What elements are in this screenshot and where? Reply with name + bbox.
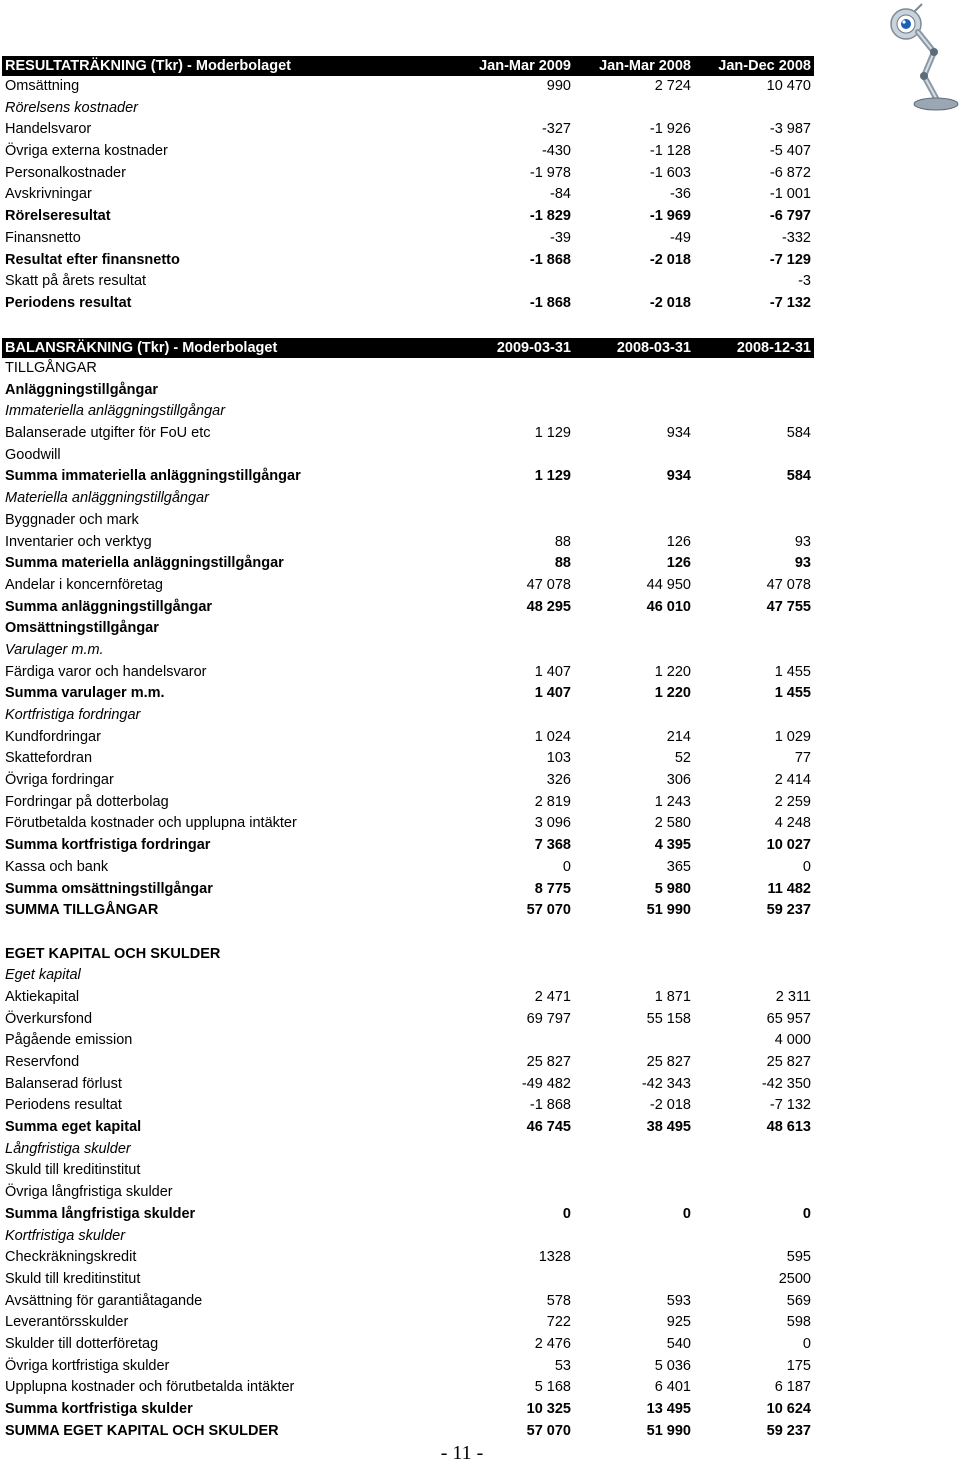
value-col-2: -1 128	[649, 143, 691, 160]
value-col-2: 365	[666, 858, 691, 875]
table-row	[2, 1334, 814, 1356]
value-col-2: 13 495	[646, 1401, 691, 1417]
value-col-1: -1 868	[529, 294, 571, 311]
value-col-3: -7 129	[769, 251, 811, 268]
table-row	[2, 1139, 814, 1161]
row-label: Varulager m.m.	[5, 641, 104, 658]
value-col-3: -6 872	[769, 164, 811, 181]
value-col-1: -430	[541, 143, 571, 160]
value-col-1: 7 368	[534, 837, 571, 854]
row-label: Anläggningstillgångar	[5, 381, 159, 398]
value-col-3: 59 237	[766, 1422, 811, 1439]
value-col-1: 1 024	[534, 728, 571, 745]
table-row	[2, 423, 814, 445]
row-label: EGET KAPITAL OCH SKULDER	[5, 945, 221, 962]
value-col-2: 46 010	[646, 598, 691, 615]
value-col-1: 1 129	[534, 425, 571, 442]
value-col-1: 8 775	[534, 880, 571, 897]
value-col-2: 1 243	[654, 793, 691, 810]
row-label: Leverantörsskulder	[5, 1314, 129, 1331]
table-row	[2, 206, 814, 228]
table-row	[2, 1052, 814, 1074]
row-label: Kundfordringar	[5, 728, 101, 745]
row-label: Avsättning för garantiåtagande	[5, 1292, 203, 1309]
value-col-2: 540	[666, 1335, 691, 1352]
value-col-1: 46 745	[526, 1119, 571, 1136]
balance-sheet-table	[2, 338, 814, 1442]
row-label: Övriga kortfristiga skulder	[5, 1357, 170, 1374]
value-col-1: 1 407	[534, 663, 571, 680]
row-label: Skuld till kreditinstitut	[5, 1270, 141, 1287]
value-col-3: 2008-12-31	[736, 340, 811, 356]
value-col-2: 2 580	[654, 815, 691, 832]
value-col-1: -1 868	[529, 1097, 571, 1114]
value-col-1: 3 096	[534, 815, 571, 832]
value-col-2: 38 495	[646, 1119, 691, 1136]
value-col-2: 1 220	[654, 663, 691, 680]
row-label: Fordringar på dotterbolag	[5, 793, 169, 810]
table-row	[2, 835, 814, 857]
table-row	[2, 1247, 814, 1269]
value-col-2: 2008-03-31	[616, 340, 691, 356]
value-col-3: 2 414	[774, 772, 811, 789]
row-label: Summa långfristiga skulder	[5, 1205, 196, 1222]
value-col-2: 44 950	[646, 576, 691, 593]
row-label: Summa eget kapital	[5, 1119, 142, 1136]
value-col-1: -39	[550, 229, 571, 246]
value-col-2: 25 827	[646, 1054, 691, 1070]
value-col-3: 25 827	[766, 1054, 811, 1070]
value-col-2: 925	[666, 1314, 691, 1331]
value-col-1: 2 476	[534, 1335, 571, 1352]
table-row	[2, 532, 814, 554]
row-label: Rörelsens kostnader	[5, 99, 138, 116]
row-label: Personalkostnader	[5, 164, 126, 181]
table-row	[2, 1226, 814, 1248]
row-label: Skuld till kreditinstitut	[5, 1162, 141, 1179]
value-col-3: 175	[786, 1357, 811, 1374]
table-row	[2, 466, 814, 488]
table-row	[2, 640, 814, 662]
value-col-1: 25 827	[526, 1054, 571, 1070]
row-label: SUMMA EGET KAPITAL OCH SKULDER	[5, 1422, 279, 1439]
value-col-2: 5 980	[654, 880, 691, 897]
income-statement-table	[2, 56, 814, 315]
value-col-1: 990	[546, 78, 571, 94]
value-col-2: -2 018	[649, 1097, 691, 1114]
table-row	[2, 662, 814, 684]
value-col-3: 1 455	[774, 663, 811, 680]
row-label: Summa materiella anläggningstillgångar	[5, 555, 284, 572]
row-label: Balanserad förlust	[5, 1075, 122, 1092]
value-col-1: 10 325	[526, 1401, 571, 1417]
value-col-1: 2 819	[534, 793, 571, 810]
value-col-2: -2 018	[649, 294, 691, 311]
value-col-1: -84	[550, 186, 571, 203]
value-col-3: -7 132	[769, 1097, 811, 1114]
value-col-2: -1 926	[649, 121, 691, 138]
value-col-3: 93	[794, 533, 811, 550]
value-col-3: 4 000	[774, 1032, 811, 1049]
table-row	[2, 727, 814, 749]
value-col-2: 4 395	[654, 837, 691, 854]
table-row	[2, 1291, 814, 1313]
value-col-2: 126	[666, 555, 691, 572]
value-col-1: 1 407	[534, 685, 571, 702]
table-row	[2, 813, 814, 835]
value-col-3: -42 350	[761, 1075, 811, 1092]
row-label: Balanserade utgifter för FoU etc	[5, 425, 211, 442]
row-label: Skatt på årets resultat	[5, 273, 147, 290]
row-label: Övriga externa kostnader	[5, 143, 168, 160]
value-col-3: 6 187	[774, 1379, 811, 1396]
value-col-1: 88	[554, 533, 571, 550]
value-col-2: 2 724	[654, 78, 691, 94]
table-row	[2, 1182, 814, 1204]
value-col-2: 126	[666, 533, 691, 550]
value-col-3: 11 482	[767, 880, 811, 897]
table-row	[2, 1074, 814, 1096]
row-label: Handelsvaror	[5, 121, 92, 138]
row-label: Periodens resultat	[5, 1097, 122, 1114]
table-row	[2, 1009, 814, 1031]
row-label: Checkräkningskredit	[5, 1249, 137, 1266]
table-row	[2, 293, 814, 315]
value-col-3: 598	[786, 1314, 811, 1331]
value-col-2: 1 220	[654, 685, 691, 702]
table-row	[2, 1117, 814, 1139]
value-col-1: -1 868	[529, 251, 571, 268]
table-row	[2, 1160, 814, 1182]
value-col-1: 69 797	[526, 1010, 571, 1027]
value-col-1: 48 295	[526, 598, 571, 615]
row-label: Finansnetto	[5, 229, 81, 246]
row-label: Kortfristiga skulder	[5, 1227, 126, 1244]
value-col-3: 584	[786, 425, 811, 442]
value-col-1: Jan-Mar 2009	[479, 58, 571, 74]
value-col-3: -332	[781, 229, 811, 246]
table-row	[2, 922, 814, 944]
row-label: Pågående emission	[5, 1032, 133, 1049]
value-col-3: 47 755	[766, 598, 811, 615]
table-row	[2, 380, 814, 402]
table-row	[2, 1095, 814, 1117]
table-row	[2, 163, 814, 185]
table-row	[2, 553, 814, 575]
value-col-2: 1 871	[654, 988, 691, 1005]
value-col-3: 1 455	[774, 685, 811, 702]
value-col-3: -3	[798, 273, 811, 290]
row-label: Summa varulager m.m.	[5, 685, 165, 702]
table-row	[2, 184, 814, 206]
value-col-2: -42 343	[641, 1075, 691, 1092]
value-col-1: 1 129	[534, 468, 571, 485]
table-row	[2, 748, 814, 770]
value-col-1: -327	[541, 121, 571, 138]
value-col-2: 51 990	[646, 1422, 691, 1439]
value-col-3: 0	[802, 1335, 811, 1352]
value-col-1: 1328	[538, 1249, 571, 1266]
value-col-1: 88	[554, 555, 571, 572]
row-label: Summa anläggningstillgångar	[5, 598, 213, 615]
value-col-3: 10 470	[766, 78, 811, 94]
row-label: Färdiga varor och handelsvaror	[5, 663, 207, 680]
value-col-1: 2009-03-31	[496, 340, 571, 356]
value-col-2: 934	[666, 425, 691, 442]
value-col-1: 57 070	[526, 1422, 571, 1439]
value-col-3: 584	[786, 468, 811, 485]
table-row	[2, 1204, 814, 1226]
value-col-1: 103	[546, 750, 571, 767]
table-row	[2, 1399, 814, 1421]
table-row	[2, 705, 814, 727]
value-col-2: -2 018	[649, 251, 691, 268]
row-label: Förutbetalda kostnader och upplupna intäkter	[5, 815, 297, 832]
row-label: Reservfond	[5, 1054, 80, 1070]
value-col-1: 5 168	[534, 1379, 571, 1396]
value-col-2: 51 990	[646, 902, 691, 919]
row-label: Byggnader och mark	[5, 511, 139, 528]
table-row	[2, 792, 814, 814]
value-col-3: 0	[802, 858, 811, 875]
row-label: Övriga fordringar	[5, 772, 114, 789]
row-label: TILLGÅNGAR	[5, 360, 97, 376]
value-col-1: 0	[562, 1205, 571, 1222]
table-row	[2, 575, 814, 597]
value-col-2: 6 401	[654, 1379, 691, 1396]
row-label: Summa kortfristiga skulder	[5, 1401, 193, 1417]
row-label: Periodens resultat	[5, 294, 132, 311]
value-col-3: 93	[794, 555, 811, 572]
row-label: Eget kapital	[5, 967, 81, 984]
value-col-3: Jan-Dec 2008	[718, 58, 811, 74]
row-label: Summa omsättningstillgångar	[5, 880, 213, 897]
table-row	[2, 1356, 814, 1378]
value-col-3: 10 624	[766, 1401, 811, 1417]
row-label: Summa immateriella anläggningstillgångar	[5, 468, 301, 485]
row-label: Goodwill	[5, 446, 61, 463]
row-label: Avskrivningar	[5, 186, 92, 203]
value-col-3: -3 987	[769, 121, 811, 138]
row-label: Omsättningstillgångar	[5, 620, 159, 637]
row-label: BALANSRÄKNING (Tkr) - Moderbolaget	[5, 340, 278, 356]
table-header-row	[2, 56, 814, 76]
row-label: Omsättning	[5, 78, 80, 94]
value-col-3: 48 613	[766, 1119, 811, 1136]
table-row	[2, 597, 814, 619]
table-row	[2, 228, 814, 250]
value-col-3: -7 132	[769, 294, 811, 311]
value-col-1: -1 829	[529, 208, 571, 225]
row-label: Övriga långfristiga skulder	[5, 1184, 173, 1201]
value-col-1: 47 078	[526, 576, 571, 593]
value-col-3: -1 001	[769, 186, 811, 203]
value-col-3: -6 797	[769, 208, 811, 225]
value-col-2: 55 158	[646, 1010, 691, 1027]
value-col-2: 5 036	[654, 1357, 691, 1374]
row-label: Aktiekapital	[5, 988, 80, 1005]
table-row	[2, 1421, 814, 1443]
table-row	[2, 271, 814, 293]
table-row	[2, 98, 814, 120]
table-row	[2, 1269, 814, 1291]
table-row	[2, 965, 814, 987]
table-row	[2, 119, 814, 141]
row-label: Skulder till dotterföretag	[5, 1335, 159, 1352]
row-label: Kassa och bank	[5, 858, 109, 875]
table-row	[2, 879, 814, 901]
value-col-2: -36	[670, 186, 691, 203]
row-label: SUMMA TILLGÅNGAR	[5, 902, 159, 919]
value-col-3: 77	[794, 750, 811, 767]
value-col-1: -49 482	[521, 1075, 571, 1092]
table-row	[2, 770, 814, 792]
row-label: Överkursfond	[5, 1010, 93, 1027]
value-col-3: 2 259	[774, 793, 811, 810]
table-row	[2, 401, 814, 423]
value-col-2: 214	[666, 728, 691, 745]
value-col-3: 59 237	[766, 902, 811, 919]
value-col-3: 0	[802, 1205, 811, 1222]
value-col-2: 934	[666, 468, 691, 485]
value-col-3: 1 029	[774, 728, 811, 745]
row-label: Materiella anläggningstillgångar	[5, 490, 209, 507]
table-row	[2, 510, 814, 532]
table-row	[2, 1312, 814, 1334]
value-col-2: -1 969	[649, 208, 691, 225]
value-col-1: 722	[546, 1314, 571, 1331]
value-col-2: 0	[682, 1205, 691, 1222]
value-col-3: 2500	[778, 1270, 811, 1287]
table-row	[2, 683, 814, 705]
table-row	[2, 857, 814, 879]
row-label: Långfristiga skulder	[5, 1140, 131, 1157]
value-col-3: 4 248	[774, 815, 811, 832]
table-row	[2, 987, 814, 1009]
robot-lamp-logo	[876, 2, 960, 114]
table-row	[2, 944, 814, 966]
page-number: - 11 -	[440, 1442, 484, 1464]
value-col-1: 57 070	[526, 902, 571, 919]
value-col-1: 2 471	[534, 988, 571, 1005]
value-col-2: 593	[666, 1292, 691, 1309]
table-row	[2, 250, 814, 272]
value-col-3: 569	[786, 1292, 811, 1309]
row-label: Rörelseresultat	[5, 208, 111, 225]
table-row	[2, 900, 814, 922]
value-col-2: -1 603	[649, 164, 691, 181]
value-col-3: 47 078	[766, 576, 811, 593]
row-label: Upplupna kostnader och förutbetalda intäkter	[5, 1379, 295, 1396]
row-label: Andelar i koncernföretag	[5, 576, 163, 593]
value-col-2: 52	[674, 750, 691, 767]
value-col-2: Jan-Mar 2008	[599, 58, 691, 74]
table-row	[2, 141, 814, 163]
table-row	[2, 1377, 814, 1399]
value-col-3: 65 957	[766, 1010, 811, 1027]
table-row	[2, 358, 814, 380]
table-header-row	[2, 338, 814, 358]
row-label: RESULTATRÄKNING (Tkr) - Moderbolaget	[5, 58, 291, 74]
table-row	[2, 76, 814, 98]
value-col-3: 2 311	[775, 988, 811, 1005]
table-row	[2, 488, 814, 510]
value-col-2: 306	[666, 772, 691, 789]
value-col-1: 53	[554, 1357, 571, 1374]
row-label: Inventarier och verktyg	[5, 533, 152, 550]
value-col-3: -5 407	[769, 143, 811, 160]
value-col-2: -49	[670, 229, 691, 246]
row-label: Kortfristiga fordringar	[5, 707, 141, 723]
row-label: Immateriella anläggningstillgångar	[5, 403, 226, 420]
value-col-3: 10 027	[766, 837, 811, 854]
value-col-1: 326	[546, 772, 571, 789]
value-col-1: 0	[562, 858, 571, 875]
row-label: Skattefordran	[5, 750, 93, 767]
table-row	[2, 445, 814, 467]
table-row	[2, 618, 814, 640]
table-row	[2, 1030, 814, 1052]
value-col-1: 578	[546, 1292, 571, 1309]
value-col-3: 595	[786, 1249, 811, 1266]
row-label: Summa kortfristiga fordringar	[5, 837, 211, 854]
value-col-1: -1 978	[529, 164, 571, 181]
row-label: Resultat efter finansnetto	[5, 251, 180, 268]
